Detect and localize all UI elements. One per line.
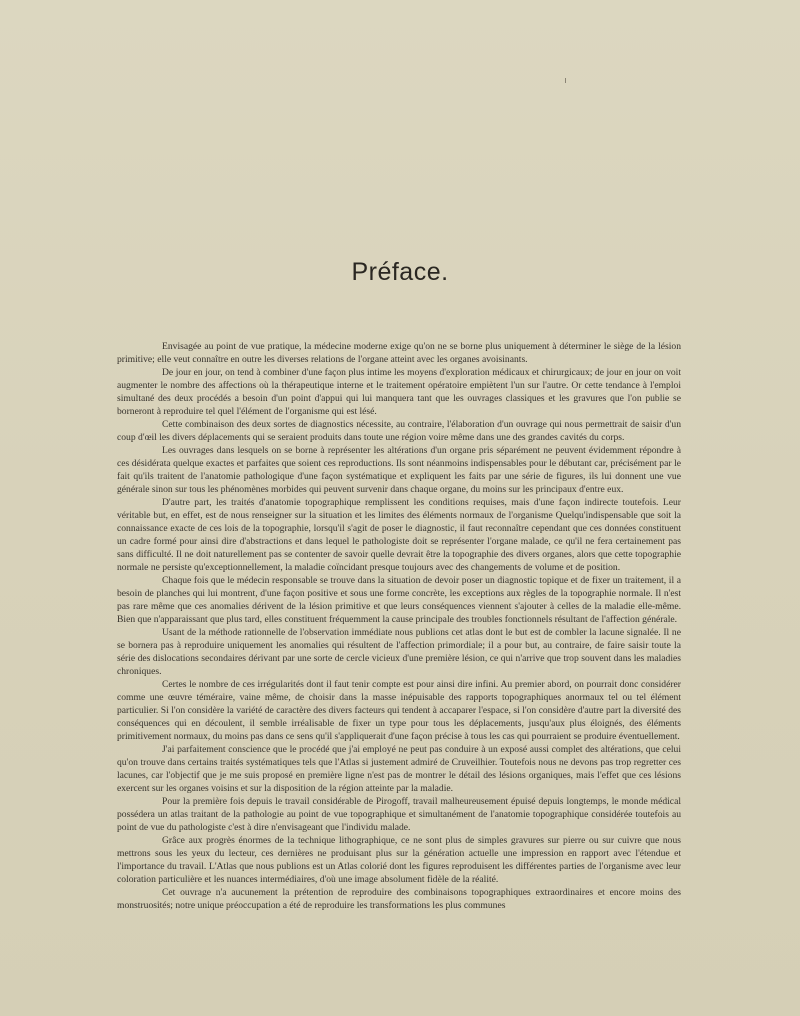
paragraph: Envisagée au point de vue pratique, la médecine moderne exige qu'on ne se borne plus uniquement à déterminer le siège de la lésion primitive; elle veut connaître en outre les diverses relations de l'organe atteint avec les organes avoisinants. bbox=[117, 341, 681, 365]
preface-body bbox=[117, 340, 681, 912]
paragraph: J'ai parfaitement conscience que le procédé que j'ai employé ne peut pas conduire à un exposé aussi complet des altérations, que celui qu'on trouve dans certains traités systématiques tels que l'Atlas si justement admiré de Cruveilhier. Toutefois nous ne devons pas trop regretter ces lacunes, car l'objectif que je me suis proposé en première ligne n'est pas de montrer le détail des lésions organiques, mais l'effet que ces lésions exercent sur les organes voisins et sur la disposition de la région atteinte par la maladie. bbox=[117, 744, 681, 794]
paragraph: Cette combinaison des deux sortes de diagnostics nécessite, au contraire, l'élaboration d'un ouvrage qui nous permettrait de saisir d'un coup d'œil les divers déplacements qui se seraient produits dans toute une région voire même dans une des grandes cavités du corps. bbox=[117, 419, 681, 443]
paragraph: De jour en jour, on tend à combiner d'une façon plus intime les moyens d'exploration médicaux et chirurgicaux; de jour en jour on voit augmenter le nombre des affections où la thérapeutique interne et le traitement opératoire empiètent l'un sur l'autre. Or cette tendance à l'emploi simultané des deux procédés a besoin d'un point d'appui qui lui manquera tant que les ouvrages classiques et les gravures que l'on publie se borneront à reproduire tel quel l'élément de l'organisme qui est lésé. bbox=[117, 367, 681, 417]
paragraph: Grâce aux progrès énormes de la technique lithographique, ce ne sont plus de simples gravures sur pierre ou sur cuivre que nous mettrons sous les yeux du lecteur, ces dernières ne produisant plus sur la génération actuelle une impression en rapport avec l'étendue et l'importance du travail. L'Atlas que nous publions est un Atlas colorié dont les figures reproduisent les différentes parties de l'organisme avec leur coloration particulière et les nuances intermédiaires, d'où une image absolument fidèle de la réalité. bbox=[117, 835, 681, 885]
paragraph: Les ouvrages dans lesquels on se borne à représenter les altérations d'un organe pris séparément ne peuvent évidemment répondre à ces désidérata quelque exactes et parfaites que soient ces reproductions. Ils sont néanmoins indispensables pour le débutant car, précisément par le fait qu'ils traitent de l'anatomie pathologique d'une façon systématique et expliquent les faits par une série de figures, ils lui donnent une vue générale sinon sur tous les phénomènes morbides qui peuvent survenir dans chaque organe, du moins sur les principaux d'entre eux. bbox=[117, 445, 681, 495]
paragraph: Usant de la méthode rationnelle de l'observation immédiate nous publions cet atlas dont le but est de combler la lacune signalée. Il ne se bornera pas à reproduire uniquement les anomalies qui résultent de l'affection primordiale; il a pour but, au contraire, de faire saisir toute la série des dislocations secondaires dérivant par une sorte de cercle vicieux d'une première lésion, ce qui n'arrive que trop souvent dans les maladies chroniques. bbox=[117, 627, 681, 677]
paragraph: Pour la première fois depuis le travail considérable de Pirogoff, travail malheureusement épuisé depuis longtemps, le monde médical possédera un atlas traitant de la pathologie au point de vue topographique et simultanément de l'anatomie topographique considérée toutefois au point de vue du pathologiste c'est à dire n'envisageant que l'individu malade. bbox=[117, 796, 681, 833]
paragraph: D'autre part, les traités d'anatomie topographique remplissent les conditions requises, mais d'une façon indirecte toutefois. Leur véritable but, en effet, est de nous renseigner sur la situation et les limites des éléments normaux de l'organisme Quelqu'indispensable que soit la connaissance exacte de ces lois de la topographie, lorsqu'il s'agit de poser le diagnostic, il faut reconnaître cependant que ces données constituent un cadre formé pour ainsi dire d'abstractions et dans lequel le pathologiste doit se représenter l'organe malade, ce qu'il ne fera certainement pas sans difficulté. Il ne doit naturellement pas se contenter de savoir quelle devrait être la topographie des divers organes, alors que cette topographie normale ne persiste qu'exceptionnellement, la maladie coïncidant presque toujours avec des changements de volume et de position. bbox=[117, 497, 681, 573]
page-mark bbox=[565, 78, 566, 83]
paragraph: Chaque fois que le médecin responsable se trouve dans la situation de devoir poser un diagnostic topique et de fixer un traitement, il a besoin de planches qui lui montrent, d'une façon positive et sous une forme concrète, les exceptions aux règles de la topographie normale. Il n'est pas rare même que ces anomalies dérivent de la lésion primitive et que leurs conséquences viennent s'ajouter à celles de la maladie elle-même. Bien que n'apparaissant que plus tard, elles constituent fréquemment la cause principale des troubles fonctionnels résultant de l'affection générale. bbox=[117, 575, 681, 625]
page-title: Préface. bbox=[351, 258, 449, 286]
paragraph: Cet ouvrage n'a aucunement la prétention de reproduire des combinaisons topographiques extraordinaires et encore moins des monstruosités; notre unique préoccupation a été de reproduire les transformations les plus communes bbox=[117, 887, 681, 911]
paragraph: Certes le nombre de ces irrégularités dont il faut tenir compte est pour ainsi dire infini. Au premier abord, on pourrait donc considérer comme une œuvre téméraire, vaine même, de choisir dans la masse inépuisable des rapports topographiques anormaux tel ou tel élément particulier. Si l'on considère la variété de caractère des divers facteurs qui tendent à accaparer l'espace, si l'on considère d'autre part la diversité des conséquences qui en découlent, il semble irréalisable de fixer un type pour tous les déplacements, jusqu'aux plus éloignés, des éléments primitivement normaux, du moins pas dans ce sens qu'il s'appliquerait d'une façon précise à tous les cas qui pourraient se produire éventuellement. bbox=[117, 679, 681, 742]
